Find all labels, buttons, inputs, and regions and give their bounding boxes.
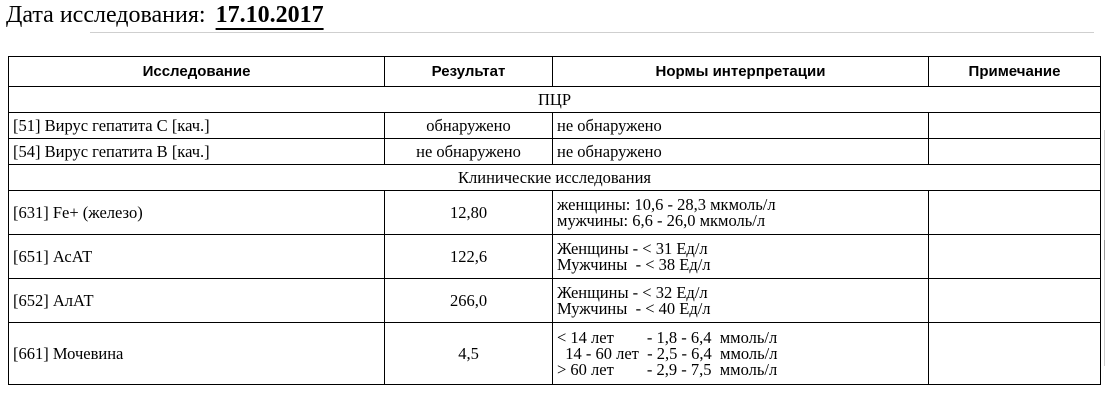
results-table <box>8 56 1101 385</box>
test-name: [652] АлАТ <box>9 279 385 323</box>
section-row-pcr <box>9 87 1101 113</box>
column-header-note: Примечание <box>929 57 1101 87</box>
test-norms <box>553 113 929 139</box>
test-name: [661] Мочевина <box>9 323 385 385</box>
test-note <box>929 323 1101 385</box>
test-result: 122,6 <box>385 235 553 279</box>
test-name: [51] Вирус гепатита С [кач.] <box>9 113 385 139</box>
test-norms <box>553 323 929 385</box>
table-row <box>9 279 1101 323</box>
table-row <box>9 323 1101 385</box>
norm-line: 14 - 60 лет - 2,5 - 6,4 ммоль/л <box>557 343 778 363</box>
divider <box>90 32 1094 33</box>
test-norms <box>553 235 929 279</box>
column-header-result: Результат <box>385 57 553 87</box>
test-result: не обнаружено <box>385 139 553 165</box>
column-header-test: Исследование <box>9 57 385 87</box>
test-result: 266,0 <box>385 279 553 323</box>
norm-line: < 14 лет - 1,8 - 6,4 ммоль/л <box>557 327 778 347</box>
table-header-row <box>9 57 1101 87</box>
test-note <box>929 191 1101 235</box>
test-name: [631] Fe+ (железо) <box>9 191 385 235</box>
section-title: Клинические исследования <box>9 165 1101 191</box>
table-row <box>9 139 1101 165</box>
norm-line: Мужчины - < 38 Ед/л <box>557 254 711 274</box>
test-result: 12,80 <box>385 191 553 235</box>
study-date-value: 17.10.2017 <box>215 2 324 28</box>
norm-line: Мужчины - < 40 Ед/л <box>557 298 711 318</box>
table-row <box>9 235 1101 279</box>
table-row <box>9 191 1101 235</box>
test-norms <box>553 191 929 235</box>
column-header-norms: Нормы интерпретации <box>553 57 929 87</box>
test-result: обнаружено <box>385 113 553 139</box>
study-date-label: Дата исследования: <box>6 2 206 28</box>
table-row <box>9 113 1101 139</box>
test-norms <box>553 279 929 323</box>
study-date <box>6 2 324 29</box>
test-note <box>929 139 1101 165</box>
test-note <box>929 235 1101 279</box>
norm-line: женщины: 10,6 - 28,3 мкмоль/л <box>557 194 776 214</box>
norm-line: > 60 лет - 2,9 - 7,5 ммоль/л <box>557 359 778 379</box>
norm-line: не обнаружено <box>557 115 662 135</box>
test-note <box>929 279 1101 323</box>
test-norms <box>553 139 929 165</box>
section-row-clinical <box>9 165 1101 191</box>
norm-line: Женщины - < 32 Ед/л <box>557 282 708 302</box>
norm-line: мужчины: 6,6 - 26,0 мкмоль/л <box>557 210 766 230</box>
norm-line: не обнаружено <box>557 141 662 161</box>
test-result: 4,5 <box>385 323 553 385</box>
section-title: ПЦР <box>9 87 1101 113</box>
test-name: [651] АсАТ <box>9 235 385 279</box>
norm-line: Женщины - < 31 Ед/л <box>557 238 708 258</box>
test-note <box>929 113 1101 139</box>
test-name: [54] Вирус гепатита В [кач.] <box>9 139 385 165</box>
scrollbar-thumb[interactable] <box>1104 240 1109 260</box>
